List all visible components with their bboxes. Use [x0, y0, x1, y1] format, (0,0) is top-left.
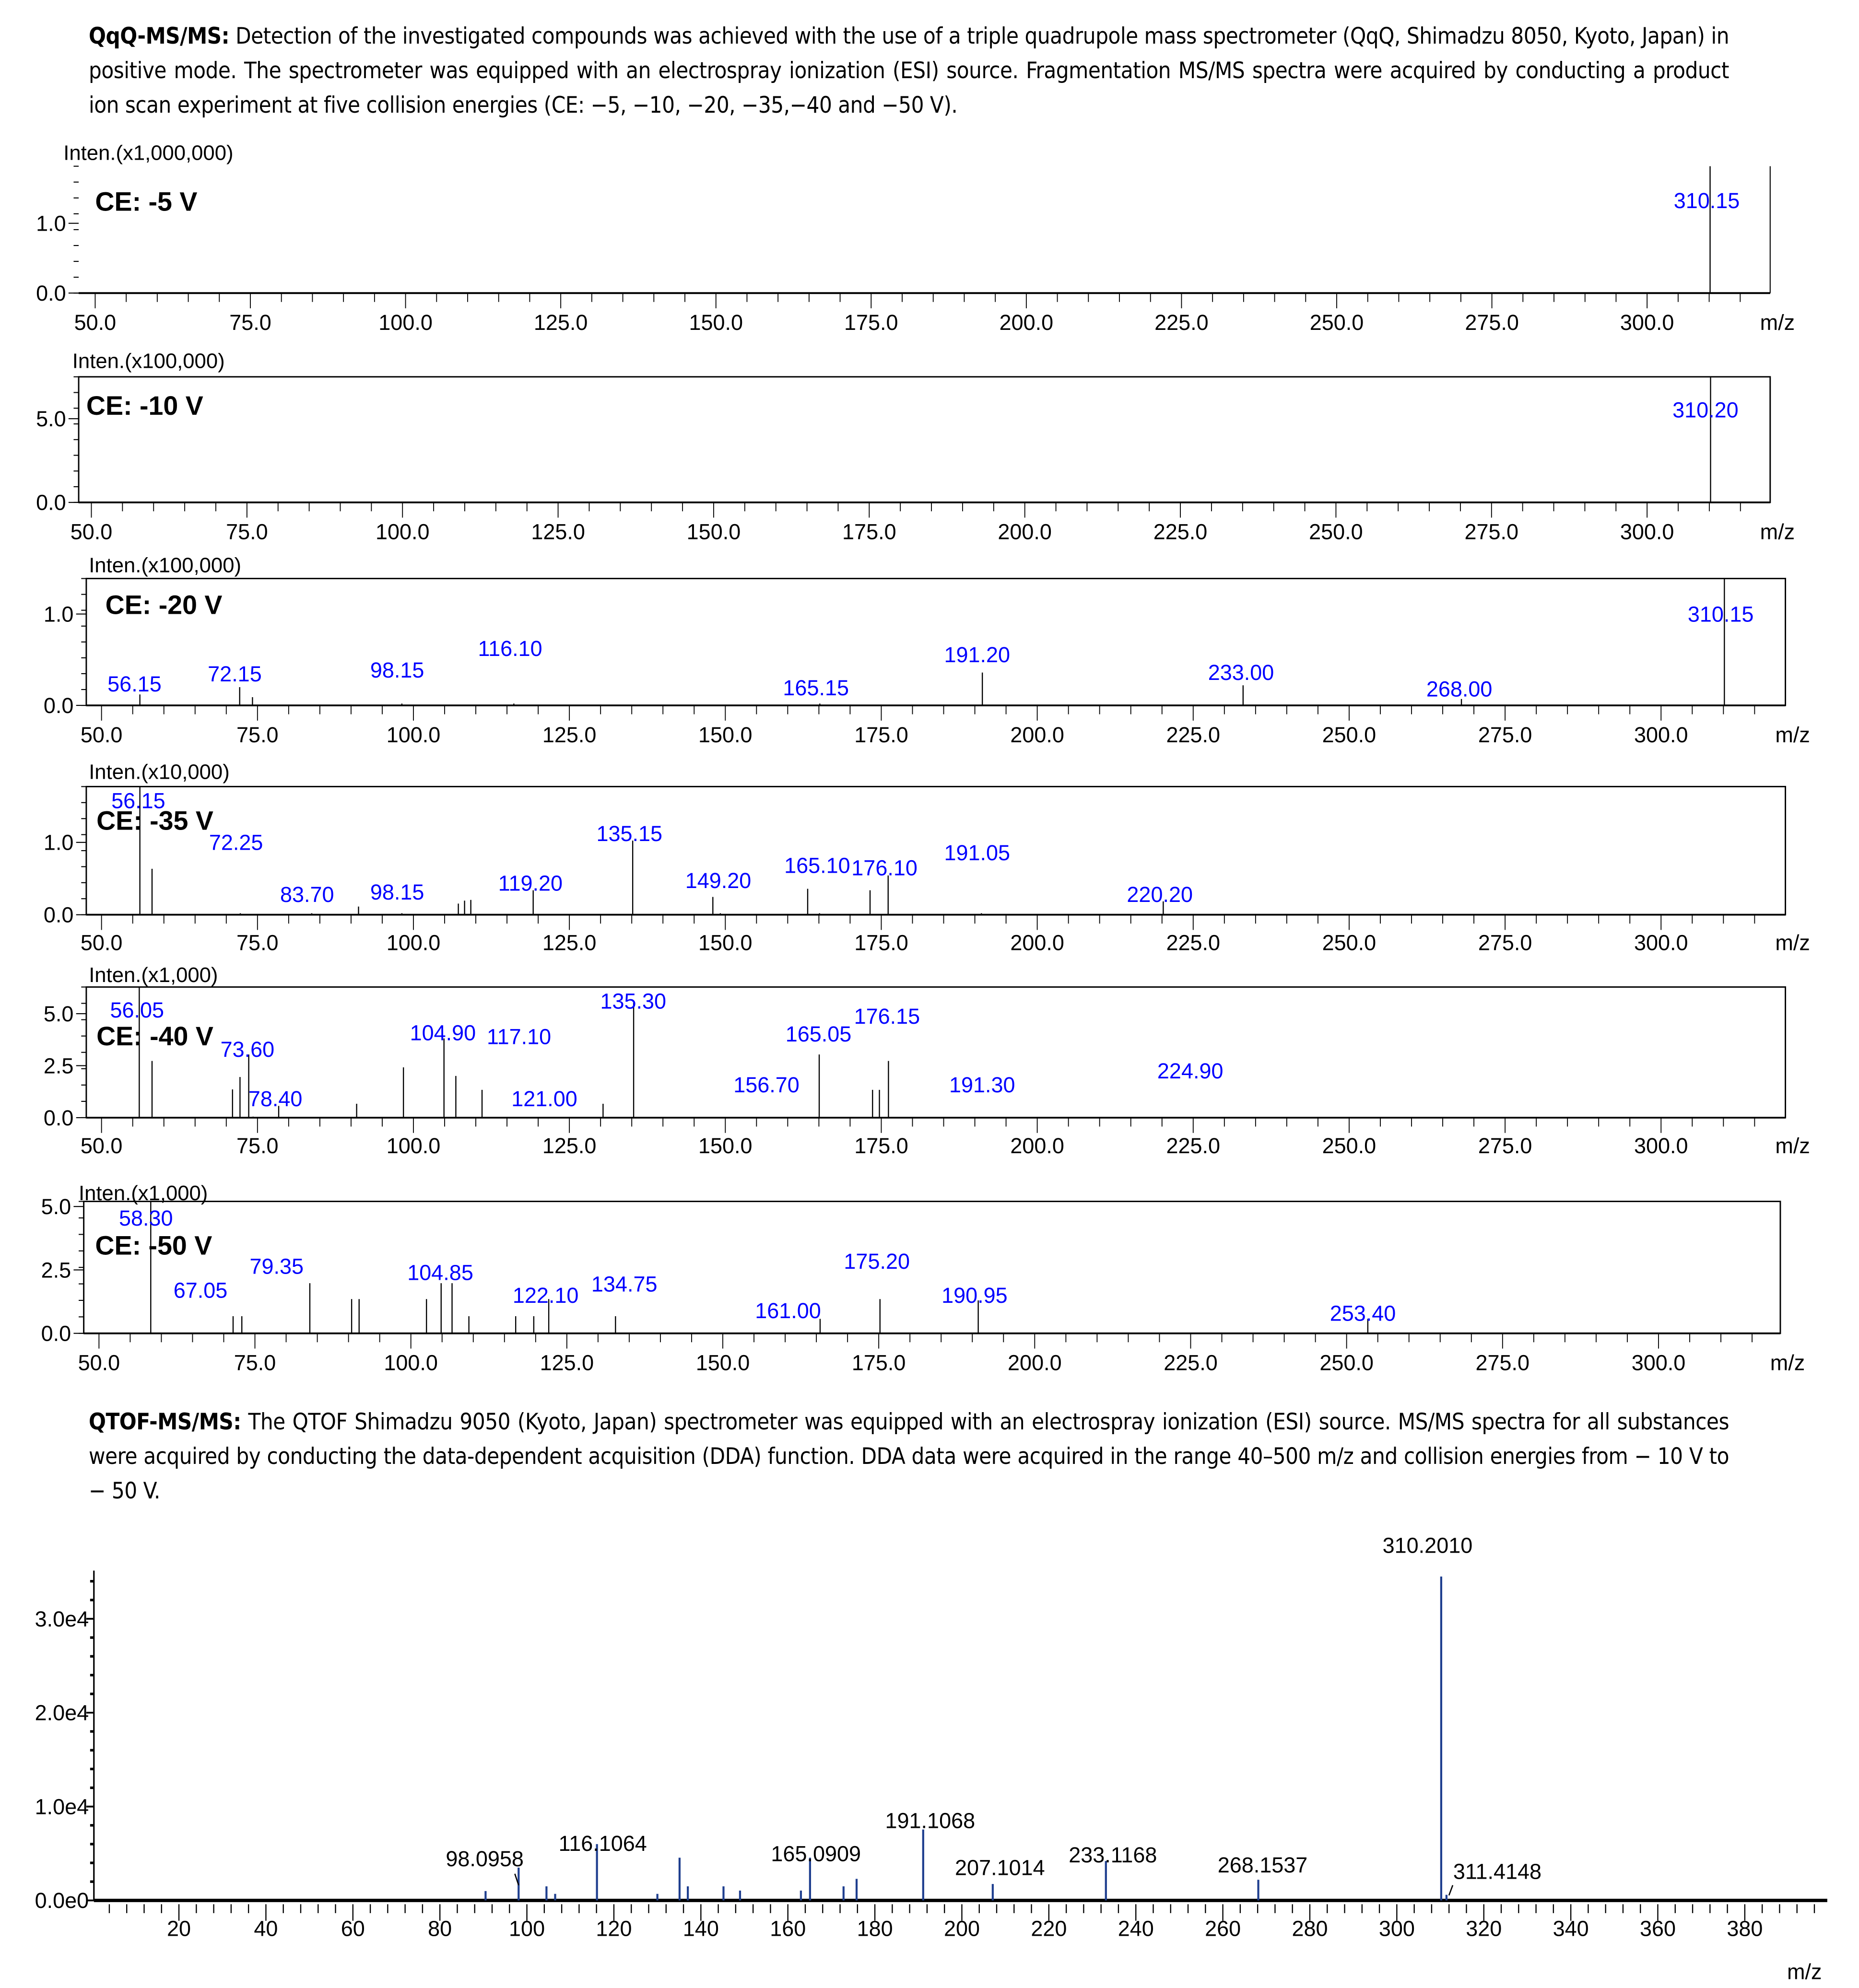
y-axis-label: Inten.(x1,000)	[79, 1181, 208, 1205]
x-tick-label: 125.0	[542, 1134, 597, 1158]
x-tick-label: 100.0	[375, 519, 430, 544]
x-tick-label: 280	[1292, 1916, 1328, 1941]
x-tick-label: 200.0	[998, 519, 1052, 544]
x-tick-label: 75.0	[229, 310, 271, 335]
peak-label: 78.40	[248, 1087, 303, 1111]
x-tick-label: 75.0	[236, 930, 279, 955]
peak-label: 310.15	[1687, 602, 1754, 627]
collision-energy-label: CE: -35 V	[96, 806, 213, 836]
x-tick-label: 150.0	[698, 930, 753, 955]
y-axis-label: Inten.(x100,000)	[89, 553, 242, 577]
peak-label: 161.00	[755, 1298, 821, 1323]
x-tick-label: 200.0	[1008, 1350, 1062, 1375]
x-tick-label: 240	[1118, 1916, 1154, 1941]
x-tick-label: 225.0	[1164, 1350, 1218, 1375]
x-tick-label: 100.0	[384, 1350, 438, 1375]
peak-label: 224.90	[1157, 1058, 1224, 1083]
y-tick-label: 5.0	[41, 1194, 71, 1219]
y-axis-label: Inten.(x100,000)	[72, 349, 225, 373]
peak-label: 83.70	[280, 882, 334, 907]
peak-label: 117.10	[486, 1024, 552, 1049]
x-tick-label: 50.0	[80, 722, 123, 747]
x-tick-label: 300.0	[1631, 1350, 1686, 1375]
peak-label: 176.15	[854, 1004, 920, 1029]
x-tick-label: 225.0	[1153, 519, 1208, 544]
peak-label: 311.4148	[1453, 1859, 1542, 1884]
x-tick-label: 75.0	[236, 722, 279, 747]
y-tick-label: 0.0e0	[35, 1888, 89, 1913]
peak-label: 98.15	[370, 657, 424, 682]
y-tick-label: 1.0e4	[35, 1794, 89, 1819]
x-tick-label: 220	[1031, 1916, 1067, 1941]
x-tick-label: 300.0	[1634, 1134, 1688, 1158]
qqq-panel-6	[41, 1181, 1805, 1375]
peak-label: 165.10	[784, 853, 850, 878]
x-axis-label: m/z	[1775, 722, 1810, 747]
x-tick-label: 125.0	[533, 310, 588, 335]
peak-label: 116.10	[478, 636, 542, 661]
peak-label: 191.1068	[885, 1808, 976, 1833]
peak-label: 191.05	[944, 840, 1010, 865]
x-tick-label: 180	[857, 1916, 893, 1941]
x-tick-label: 300.0	[1634, 930, 1688, 955]
x-tick-label: 175.0	[854, 930, 908, 955]
x-tick-label: 200.0	[1010, 930, 1064, 955]
peak-label: 122.10	[512, 1283, 579, 1308]
qqq-text: Detection of the investigated compounds was achieved with the use of a triple quadrupole mass spectrometer (QqQ, Shimadzu 8050, Kyoto, Japan) in positive mode. The spectrometer was equipped with an electrospray ionization (ESI) source. Fragmentation MS/MS spectra were acquired by conducting a product ion scan experiment at five collision energies (CE: −5, −10, −20, −35,−40 and −50 V).	[89, 23, 1729, 118]
peak-label: 72.25	[209, 830, 263, 855]
x-tick-label: 200.0	[1010, 1134, 1064, 1158]
x-tick-label: 50.0	[80, 1134, 123, 1158]
qtof-heading: QTOF-MS/MS:	[89, 1409, 241, 1435]
y-tick-label: 2.0e4	[35, 1700, 89, 1725]
x-tick-label: 100.0	[386, 1134, 441, 1158]
x-tick-label: 200.0	[1010, 722, 1064, 747]
x-tick-label: 250.0	[1309, 519, 1363, 544]
x-tick-label: 40	[254, 1916, 278, 1941]
peak-label: 156.70	[733, 1073, 800, 1098]
x-tick-label: 160	[770, 1916, 806, 1941]
x-tick-label: 200	[943, 1916, 980, 1941]
x-tick-label: 250.0	[1322, 1134, 1377, 1158]
x-tick-label: 225.0	[1166, 930, 1221, 955]
peak-label: 165.05	[785, 1022, 852, 1047]
collision-energy-label: CE: -50 V	[95, 1230, 212, 1261]
y-tick-label: 0.0	[43, 1105, 74, 1130]
x-tick-label: 175.0	[851, 1350, 906, 1375]
x-tick-label: 60	[341, 1916, 365, 1941]
y-tick-label: 1.0	[36, 211, 66, 236]
y-tick-label: 5.0	[36, 407, 66, 432]
y-axis-label: Inten.(x1,000)	[89, 963, 218, 987]
peak-label: 310.2010	[1382, 1533, 1473, 1558]
x-tick-label: 300	[1378, 1916, 1415, 1941]
x-tick-label: 20	[167, 1916, 191, 1941]
x-axis-label: m/z	[1787, 1959, 1822, 1984]
x-tick-label: 125.0	[540, 1350, 594, 1375]
y-tick-label: 2.5	[43, 1053, 74, 1078]
y-tick-label: 2.5	[41, 1258, 71, 1283]
x-tick-label: 250.0	[1322, 722, 1377, 747]
y-tick-label: 0.0	[43, 693, 74, 718]
peak-label: 165.15	[783, 675, 849, 700]
peak-label: 104.85	[407, 1260, 473, 1285]
peak-label: 310.15	[1673, 188, 1740, 213]
x-tick-label: 175.0	[854, 722, 908, 747]
x-tick-label: 275.0	[1464, 519, 1519, 544]
y-tick-label: 1.0	[43, 602, 74, 627]
peak-label: 176.10	[851, 855, 918, 880]
x-axis-label: m/z	[1775, 1134, 1810, 1158]
peak-label: 190.95	[941, 1283, 1008, 1308]
collision-energy-label: CE: -20 V	[105, 590, 223, 620]
peak-label: 149.20	[685, 868, 752, 893]
x-tick-label: 100.0	[386, 722, 441, 747]
x-tick-label: 200.0	[999, 310, 1054, 335]
peak-label: 121.00	[511, 1087, 577, 1111]
x-tick-label: 120	[596, 1916, 632, 1941]
qqq-panel-5	[44, 963, 1810, 1158]
x-tick-label: 260	[1205, 1916, 1241, 1941]
peak-label: 73.60	[220, 1037, 275, 1062]
peak-label: 253.40	[1330, 1301, 1396, 1326]
y-tick-label: 0.0	[36, 281, 66, 306]
x-tick-label: 125.0	[542, 930, 597, 955]
x-tick-label: 150.0	[689, 310, 743, 335]
x-tick-label: 140	[682, 1916, 719, 1941]
x-tick-label: 275.0	[1478, 930, 1532, 955]
peak-label: 56.15	[107, 671, 162, 696]
peak-label: 233.00	[1208, 660, 1274, 685]
qqq-panel-3	[44, 553, 1810, 747]
x-tick-label: 125.0	[531, 519, 585, 544]
y-axis-label: Inten.(x1,000,000)	[63, 141, 234, 165]
x-tick-label: 275.0	[1478, 722, 1532, 747]
x-axis-label: m/z	[1775, 930, 1810, 955]
peak-label: 191.30	[949, 1073, 1015, 1098]
x-tick-label: 300.0	[1620, 310, 1674, 335]
collision-energy-label: CE: -10 V	[86, 391, 203, 421]
peak-label: 220.20	[1127, 882, 1193, 907]
peak-label: 104.90	[410, 1020, 476, 1045]
y-tick-label: 1.0	[43, 830, 74, 855]
peak-label: 310.20	[1672, 398, 1739, 422]
qqq-heading: QqQ-MS/MS:	[89, 23, 230, 49]
x-tick-label: 225.0	[1166, 1134, 1221, 1158]
x-tick-label: 340	[1553, 1916, 1589, 1941]
x-tick-label: 125.0	[542, 722, 597, 747]
x-tick-label: 250.0	[1309, 310, 1364, 335]
peak-label: 79.35	[249, 1254, 304, 1279]
x-tick-label: 300.0	[1620, 519, 1674, 544]
peak-label: 175.20	[844, 1249, 910, 1274]
y-tick-label: 0.0	[41, 1321, 71, 1346]
y-tick-label: 3.0e4	[35, 1606, 89, 1631]
x-tick-label: 150.0	[698, 1134, 753, 1158]
peak-label: 56.15	[111, 788, 165, 813]
peak-label: 268.1537	[1217, 1853, 1308, 1878]
x-tick-label: 50.0	[70, 519, 113, 544]
x-tick-label: 275.0	[1465, 310, 1519, 335]
peak-label: 268.00	[1426, 677, 1493, 702]
qtof-text: The QTOF Shimadzu 9050 (Kyoto, Japan) spectrometer was equipped with an electrospray ionization (ESI) source. MS/MS spectra for all substances were acquired by conducting the data-dependent acquisition (DDA) function. DDA data were acquired in the range 40–500 m/z and collision energies from − 10 V to − 50 V.	[89, 1409, 1729, 1504]
x-axis-label: m/z	[1760, 519, 1795, 544]
x-axis-label: m/z	[1760, 310, 1795, 335]
x-tick-label: 320	[1466, 1916, 1502, 1941]
peak-label: 98.0958	[446, 1846, 524, 1871]
x-axis-label: m/z	[1770, 1350, 1805, 1375]
x-tick-label: 75.0	[234, 1350, 276, 1375]
peak-label: 135.30	[600, 989, 666, 1014]
peak-label: 191.20	[944, 643, 1010, 667]
x-tick-label: 50.0	[74, 310, 117, 335]
x-tick-label: 75.0	[236, 1134, 279, 1158]
x-tick-label: 175.0	[854, 1134, 908, 1158]
x-tick-label: 225.0	[1166, 722, 1221, 747]
collision-energy-label: CE: -5 V	[95, 187, 198, 217]
y-tick-label: 0.0	[36, 490, 66, 515]
x-tick-label: 100.0	[386, 930, 441, 955]
x-tick-label: 275.0	[1475, 1350, 1530, 1375]
x-tick-label: 150.0	[686, 519, 741, 544]
peak-label: 67.05	[173, 1278, 228, 1303]
y-tick-label: 0.0	[43, 902, 74, 927]
qqq-panel-2	[36, 349, 1795, 544]
peak-label: 56.05	[110, 997, 165, 1022]
peak-label: 116.1064	[558, 1831, 647, 1856]
x-tick-label: 250.0	[1322, 930, 1377, 955]
peak-label: 119.20	[498, 871, 563, 896]
peak-label: 207.1014	[955, 1855, 1045, 1880]
x-tick-label: 360	[1639, 1916, 1676, 1941]
qqq-panel-4	[44, 760, 1810, 955]
peak-label: 72.15	[208, 661, 262, 686]
y-tick-label: 5.0	[43, 1001, 74, 1026]
peak-label: 165.0909	[771, 1841, 861, 1866]
x-tick-label: 250.0	[1319, 1350, 1374, 1375]
collision-energy-label: CE: -40 V	[96, 1021, 213, 1052]
x-tick-label: 50.0	[80, 930, 123, 955]
qqq-panel-1	[36, 141, 1795, 335]
peak-label: 98.15	[370, 879, 424, 904]
peak-label: 134.75	[591, 1272, 658, 1297]
qtof-panel	[35, 1533, 1827, 1984]
x-tick-label: 275.0	[1478, 1134, 1532, 1158]
peak-label: 135.15	[596, 821, 663, 846]
x-tick-label: 150.0	[695, 1350, 750, 1375]
x-tick-label: 80	[428, 1916, 452, 1941]
x-tick-label: 100	[509, 1916, 545, 1941]
y-axis-label: Inten.(x10,000)	[89, 760, 230, 784]
x-tick-label: 50.0	[78, 1350, 120, 1375]
x-tick-label: 75.0	[226, 519, 268, 544]
x-tick-label: 225.0	[1154, 310, 1209, 335]
x-tick-label: 175.0	[842, 519, 896, 544]
x-tick-label: 380	[1727, 1916, 1763, 1941]
x-tick-label: 150.0	[698, 722, 753, 747]
x-tick-label: 175.0	[844, 310, 898, 335]
x-tick-label: 300.0	[1634, 722, 1688, 747]
peak-label: 58.30	[118, 1205, 173, 1230]
peak-label: 233.1168	[1069, 1843, 1157, 1868]
x-tick-label: 100.0	[378, 310, 433, 335]
